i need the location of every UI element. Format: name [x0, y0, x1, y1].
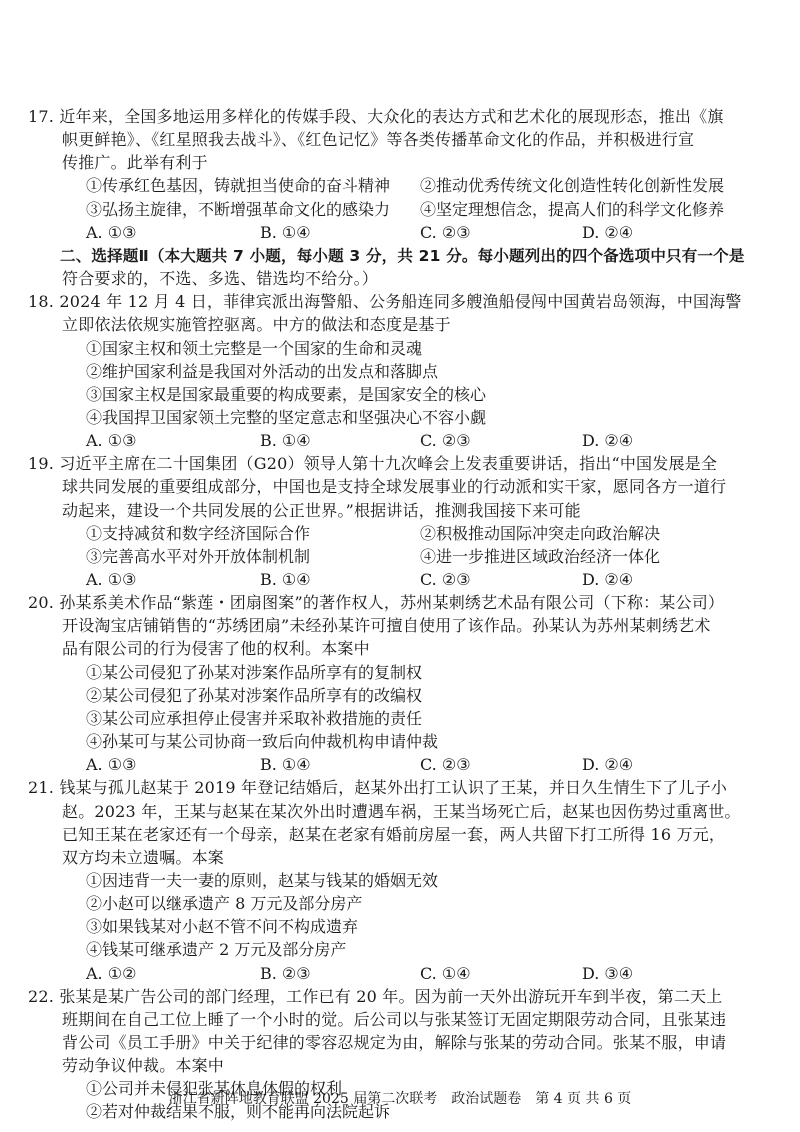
q17-choice-d: D. ②④: [582, 222, 634, 242]
q20-item-1: ①某公司侵犯了孙某对涉案作品所享有的复制权: [86, 662, 423, 682]
q21-choice-b: B. ②③: [260, 963, 311, 983]
q21-stem-line-3: 已知王某在老家还有一个母亲，赵某在老家有婚前房屋一套，两人共留下打工所得 16 万元，: [62, 824, 726, 844]
q17-item-1: ①传承红色基因，铸就担当使命的奋斗精神: [86, 176, 391, 196]
q19-choice-b: B. ①④: [260, 570, 311, 589]
q18-item-1: ①国家主权和领土完整是一个国家的生命和灵魂: [86, 338, 423, 358]
q22-item-2: ②若对仲裁结果不服，则不能再向法院起诉: [86, 1102, 391, 1122]
q19-stem-line-1: 19. 习近平主席在二十国集团（G20）领导人第十九次峰会上发表重要讲话，指出“中国发展是全: [28, 454, 718, 474]
q19-item-1: ①支持减贫和数字经济国际合作: [86, 523, 311, 543]
q20-stem-line-1: 20. 孙某系美术作品“紫莲・团扇图案”的著作权人，苏州某刺绣艺术品有限公司（下称：某公司）: [28, 593, 725, 613]
q20-item-2: ②某公司侵犯了孙某对涉案作品所享有的改编权: [86, 685, 423, 705]
q18-item-3: ③国家主权是国家最重要的构成要素，是国家安全的核心: [86, 384, 487, 404]
q22-stem-line-2: 班期间在自己工位上睡了一个小时的觉。后公司以与张某签订无固定期限劳动合同，且张某违: [62, 1009, 727, 1029]
q21-stem-line-1: 21. 钱某与孤儿赵某于 2019 年登记结婚后，赵某外出打工认识了王某，并日久生情生下了儿子小: [28, 778, 728, 798]
q19-choice-c: C. ②③: [420, 570, 471, 589]
q20-item-3: ③某公司应承担停止侵害并采取补救措施的责任: [86, 708, 423, 728]
q17-item-3: ③弘扬主旋律，不断增强革命文化的感染力: [86, 199, 391, 219]
q18-stem-line-2: 立即依法依规实施管控驱离。中方的做法和态度是基于: [62, 315, 451, 335]
q22-item-1: ①公司并未侵犯张某休息休假的权利: [86, 1079, 343, 1099]
q22-stem-line-1: 22. 张某是某广告公司的部门经理，工作已有 20 年。因为前一天外出游玩开车到半夜，第二天上: [28, 986, 723, 1006]
q19-choice-d: D. ②④: [582, 570, 634, 589]
q17-stem-line-1: 17. 近年来，全国多地运用多样化的传媒手段、大众化的表达方式和艺术化的展现形态，推出《旗: [28, 107, 724, 126]
q17-choice-a: A. ①③: [86, 222, 137, 242]
section-2-heading-line-2: 符合要求的，不选、多选、错选均不给分。）: [62, 269, 379, 288]
q19-item-3: ③完善高水平对外开放体制机制: [86, 546, 311, 566]
q22-stem-line-4: 劳动争议仲裁。本案中: [62, 1056, 225, 1076]
q21-item-4: ④钱某可继承遗产 2 万元及部分房产: [86, 940, 347, 960]
q20-item-4: ④孙某可与某公司协商一致后向仲裁机构申请仲裁: [86, 732, 439, 751]
q21-choice-c: C. ①④: [420, 963, 471, 983]
q20-choice-c: C. ②③: [420, 755, 471, 775]
q21-stem-line-4: 双方均未立遗嘱。本案: [62, 847, 225, 867]
q21-choice-d: D. ③④: [582, 963, 634, 983]
q17-stem-line-2: 帜更鲜艳》、《红星照我去战斗》、《红色记忆》等各类传播革命文化的作品，并积极进行宣: [62, 130, 695, 150]
q20-choice-b: B. ①④: [260, 755, 311, 775]
q17-item-4: ④坚定理想信念，提高人们的科学文化修养: [420, 199, 725, 219]
q21-choice-a: A. ①②: [86, 963, 137, 983]
q17-stem-line-3: 传推广。此举有利于: [62, 153, 208, 173]
q19-item-4: ④进一步推进区域政治经济一体化: [420, 546, 661, 566]
q19-stem-line-2: 球共同发展的重要组成部分，中国也是支持全球发展事业的行动派和实干家，愿同各方一道行: [62, 477, 727, 497]
q17-choice-b: B. ①④: [260, 222, 311, 242]
q21-item-1: ①因违背一夫一妻的原则，赵某与钱某的婚姻无效: [86, 870, 439, 890]
q20-choice-a: A. ①③: [86, 755, 137, 775]
page-footer: 浙江省新阵地教育联盟 2025 届第二次联考 政治试题卷 第 4 页 共 6 页: [168, 1091, 632, 1107]
q17-item-2: ②推动优秀传统文化创造性转化创新性发展: [420, 176, 725, 196]
q20-stem-line-2: 开设淘宝店铺销售的“苏绣团扇”未经孙某许可擅自使用了该作品。孙某认为苏州某刺绣艺术: [62, 616, 711, 636]
q17-choice-c: C. ②③: [420, 222, 471, 242]
q20-choice-d: D. ②④: [582, 755, 634, 775]
q20-stem-line-3: 品有限公司的行为侵害了他的权利。本案中: [62, 639, 370, 659]
section-2-heading: 二、选择题Ⅱ（本大题共 7 小题，每小题 3 分，共 21 分。每小题列出的四个备选项中只有一个是: [60, 246, 745, 265]
q21-item-2: ②小赵可以继承遗产 8 万元及部分房产: [86, 894, 363, 914]
q18-choice-a: A. ①③: [86, 431, 137, 451]
q18-choice-d: D. ②④: [582, 431, 634, 451]
q18-choice-c: C. ②③: [420, 431, 471, 451]
q21-stem-line-2: 赵。2023 年，王某与赵某在某次外出时遭遇车祸，王某当场死亡后，赵某也因伤势过重离世。: [62, 801, 741, 821]
q18-choice-b: B. ①④: [260, 431, 311, 451]
q18-stem-line-1: 18. 2024 年 12 月 4 日，菲律宾派出海警船、公务船连同多艘渔船侵闯中国黄岩岛领海，中国海警: [28, 292, 742, 312]
q19-choice-a: A. ①③: [86, 570, 137, 589]
q19-item-2: ②积极推动国际冲突走向政治解决: [420, 523, 661, 543]
q18-item-4: ④我国捍卫国家领土完整的坚定意志和坚强决心不容小觑: [86, 407, 487, 427]
q18-item-2: ②维护国家利益是我国对外活动的出发点和落脚点: [86, 361, 439, 381]
q21-item-3: ③如果钱某对小赵不管不问不构成遗弃: [86, 917, 359, 937]
q22-stem-line-3: 背公司《员工手册》中关于纪律的零容忍规定为由，解除与张某的劳动合同。张某不服，申请: [62, 1033, 727, 1052]
q19-stem-line-3: 动起来，建设一个共同发展的公正世界。”根据讲话，推测我国接下来可能: [62, 500, 581, 520]
